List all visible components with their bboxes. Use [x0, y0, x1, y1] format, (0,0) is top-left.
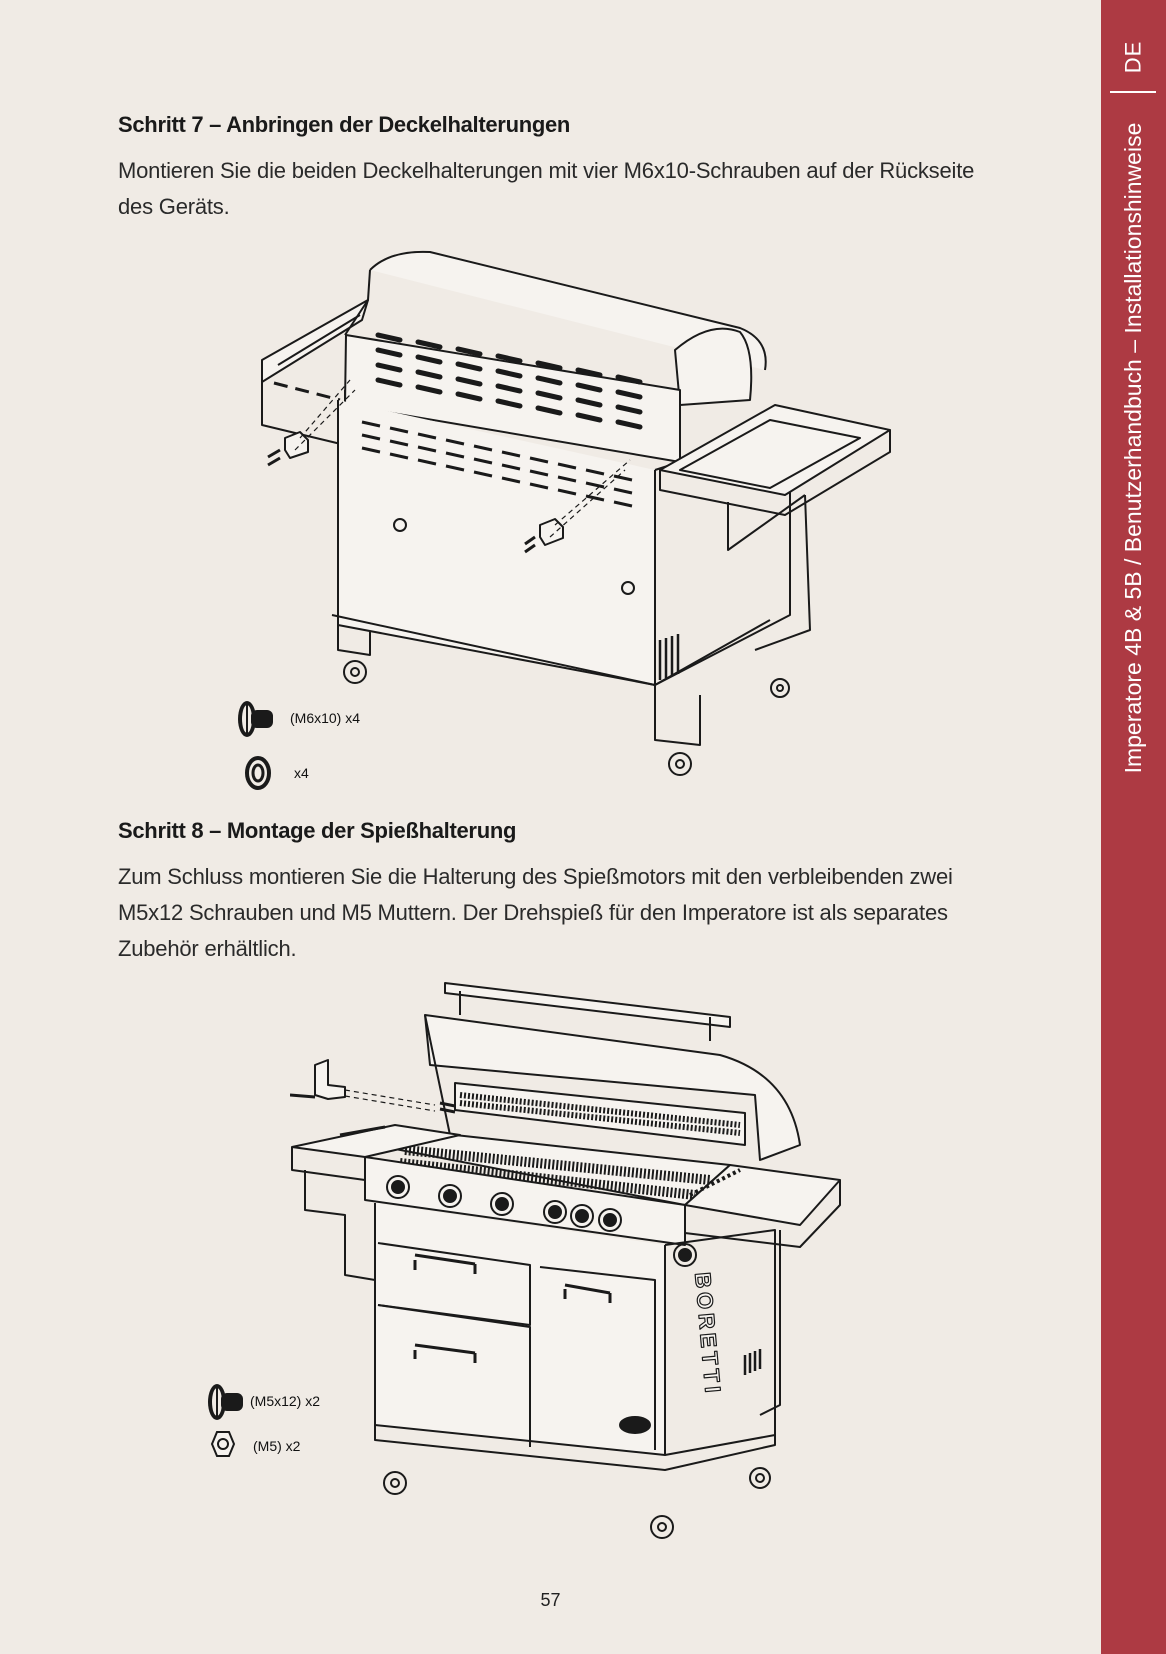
- brand-text: BORETTI: [690, 1271, 726, 1398]
- right-side-shelf: [660, 405, 890, 650]
- step7-body: Montieren Sie die beiden Deckelhalterungen mit vier M6x10-Schrauben auf der Rückseite des Geräts.: [118, 158, 975, 219]
- step8-heading: Schritt 8 – Montage der Spießhalterung: [118, 818, 517, 843]
- part-label-m5-nut: (M5) x2: [253, 1438, 301, 1454]
- step8-diagram: [290, 975, 880, 1545]
- rotisserie-bracket: [290, 1060, 455, 1112]
- language-tab: [1101, 32, 1166, 82]
- part-label-m6x10: (M6x10) x4: [290, 710, 361, 726]
- nut-icon: [210, 1429, 236, 1459]
- language-label: DE: [1120, 40, 1146, 74]
- part-label-washer: x4: [294, 765, 309, 781]
- step7-diagram: [250, 240, 900, 785]
- screw-icon: [233, 697, 277, 741]
- step7-heading: Schritt 7 – Anbringen der Deckelhalterungen: [118, 112, 571, 137]
- warming-rack: [455, 1083, 745, 1145]
- screw-icon: [203, 1380, 247, 1424]
- step8-body: Zum Schluss montieren Sie die Halterung des Spießmotors mit den verbleibenden zwei M5x12 Schrauben und M5 Muttern. Der Drehspieß für den Imperatore ist als separates Zubehör erhältlich.: [118, 864, 953, 961]
- page-number: 57: [540, 1590, 561, 1610]
- part-label-m5x12: (M5x12) x2: [250, 1393, 321, 1409]
- sidebar-title: Imperatore 4B & 5B / Benutzerhandbuch – Installationshinweise: [1120, 122, 1146, 774]
- washer-icon: [243, 755, 273, 791]
